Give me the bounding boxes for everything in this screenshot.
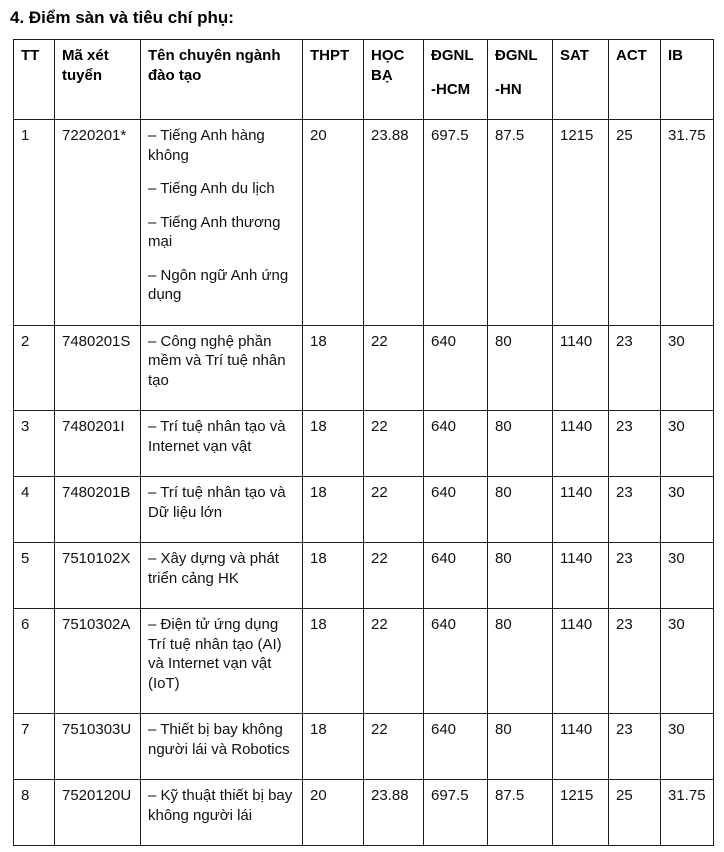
cell-ib bbox=[661, 325, 714, 411]
cell-value: 2 bbox=[21, 332, 30, 350]
cell-hoc_ba bbox=[364, 325, 424, 411]
cell-value: 640 bbox=[431, 484, 457, 501]
cell-value: 80 bbox=[495, 418, 512, 435]
cell-sat bbox=[553, 609, 609, 714]
cell-code bbox=[55, 120, 141, 326]
cell-act bbox=[609, 411, 661, 477]
cell-value: 6 bbox=[21, 616, 30, 633]
cell-value: 80 bbox=[495, 484, 512, 501]
cell-value: 1140 bbox=[560, 484, 593, 501]
cell-thpt bbox=[303, 477, 364, 543]
cell-sat bbox=[553, 120, 609, 326]
cell-value: 697.5 bbox=[431, 787, 469, 804]
cell-hoc_ba bbox=[364, 477, 424, 543]
cell-dgnl_hn bbox=[488, 325, 553, 411]
cell-value: 7480201B bbox=[62, 484, 131, 501]
cell-value: 30 bbox=[668, 721, 685, 738]
cell-value: 22 bbox=[371, 550, 388, 567]
column-header-line: ĐGNL bbox=[495, 47, 538, 64]
cell-value: 80 bbox=[495, 550, 512, 567]
cell-value: 18 bbox=[310, 484, 327, 501]
cell-value: 23 bbox=[616, 721, 633, 738]
table-row bbox=[14, 543, 714, 609]
program-item: – Thiết bị bay không người lái và Robotics bbox=[148, 721, 290, 758]
cell-value: 30 bbox=[668, 484, 685, 501]
cell-value: 640 bbox=[431, 418, 457, 435]
cell-value: 23 bbox=[616, 616, 633, 633]
cell-ib bbox=[661, 714, 714, 780]
cell-ib bbox=[661, 609, 714, 714]
cell-programs bbox=[141, 411, 303, 477]
cell-value: 640 bbox=[431, 332, 457, 350]
cell-act bbox=[609, 780, 661, 846]
cell-value: 30 bbox=[668, 550, 685, 567]
table-row bbox=[14, 411, 714, 477]
cell-value: 7220201* bbox=[62, 127, 127, 144]
cell-programs bbox=[141, 325, 303, 411]
cell-value: 7 bbox=[21, 721, 30, 738]
cell-dgnl_hn bbox=[488, 411, 553, 477]
cell-value: 22 bbox=[371, 484, 388, 501]
cell-value: 25 bbox=[616, 787, 633, 804]
cell-value: 7520120U bbox=[62, 787, 132, 804]
program-item: – Công nghệ phần mềm và Trí tuệ nhân tạo bbox=[148, 332, 286, 389]
cell-value: 22 bbox=[371, 616, 388, 633]
column-header-dgnl_hn bbox=[488, 40, 553, 120]
cell-tt bbox=[14, 609, 55, 714]
cell-value: 5 bbox=[21, 550, 30, 567]
cell-value: 640 bbox=[431, 721, 457, 738]
cell-value: 1140 bbox=[560, 332, 593, 350]
cell-dgnl_hcm bbox=[424, 609, 488, 714]
cell-value: 80 bbox=[495, 616, 512, 633]
column-header-thpt bbox=[303, 40, 364, 120]
column-header-line: Mã xét tuyển bbox=[62, 47, 109, 84]
cell-value: 23 bbox=[616, 418, 633, 435]
table-header bbox=[14, 40, 714, 120]
column-header-line: TT bbox=[21, 47, 40, 64]
cell-code bbox=[55, 714, 141, 780]
column-header-line: Tên chuyên ngành đào tạo bbox=[148, 47, 281, 84]
cell-dgnl_hcm bbox=[424, 120, 488, 326]
cell-hoc_ba bbox=[364, 714, 424, 780]
cell-value: 4 bbox=[21, 484, 30, 501]
cell-value: 23 bbox=[616, 484, 633, 501]
cell-value: 20 bbox=[310, 787, 327, 804]
cell-tt bbox=[14, 714, 55, 780]
cell-thpt bbox=[303, 780, 364, 846]
column-header-dgnl_hcm bbox=[424, 40, 488, 120]
cell-ib bbox=[661, 543, 714, 609]
cell-value: 23.88 bbox=[371, 127, 409, 144]
cell-value: 30 bbox=[668, 616, 685, 633]
cell-value: 80 bbox=[495, 332, 512, 350]
cell-sat bbox=[553, 714, 609, 780]
cell-value: 23 bbox=[616, 550, 633, 567]
table-row bbox=[14, 609, 714, 714]
cell-dgnl_hcm bbox=[424, 543, 488, 609]
column-header-line: THPT bbox=[310, 47, 350, 64]
table-row bbox=[14, 477, 714, 543]
table-body bbox=[14, 120, 714, 846]
cell-value: 22 bbox=[371, 418, 388, 435]
cell-hoc_ba bbox=[364, 609, 424, 714]
column-header-act bbox=[609, 40, 661, 120]
table-row bbox=[14, 714, 714, 780]
program-item: – Tiếng Anh thương mại bbox=[148, 213, 281, 250]
cell-thpt bbox=[303, 120, 364, 326]
cell-ib bbox=[661, 120, 714, 326]
cell-value: 7510102X bbox=[62, 550, 131, 567]
cell-value: 20 bbox=[310, 127, 327, 144]
cell-dgnl_hcm bbox=[424, 325, 488, 411]
cell-value: 7510303U bbox=[62, 721, 132, 738]
program-item: – Kỹ thuật thiết bị bay không người lái bbox=[148, 787, 293, 824]
cell-sat bbox=[553, 477, 609, 543]
program-item: – Ngôn ngữ Anh ứng dụng bbox=[148, 266, 289, 303]
cell-dgnl_hcm bbox=[424, 477, 488, 543]
cell-value: 23 bbox=[616, 332, 633, 350]
cell-dgnl_hcm bbox=[424, 780, 488, 846]
cell-thpt bbox=[303, 609, 364, 714]
program-item: – Điện tử ứng dụng Trí tuệ nhân tạo (AI) và Internet vạn vật (IoT) bbox=[148, 616, 282, 692]
cell-value: 7480201I bbox=[62, 418, 125, 435]
cell-programs bbox=[141, 477, 303, 543]
cell-dgnl_hn bbox=[488, 609, 553, 714]
column-header-code bbox=[55, 40, 141, 120]
table-row bbox=[14, 780, 714, 846]
cell-tt bbox=[14, 543, 55, 609]
cell-value: 87.5 bbox=[495, 787, 525, 804]
cell-value: 31.75 bbox=[668, 787, 706, 804]
column-header-tt bbox=[14, 40, 55, 120]
cell-act bbox=[609, 543, 661, 609]
cell-value: 30 bbox=[668, 332, 685, 350]
cell-thpt bbox=[303, 543, 364, 609]
table-header-row bbox=[14, 40, 714, 120]
cell-dgnl_hn bbox=[488, 780, 553, 846]
cell-value: 1140 bbox=[560, 721, 593, 738]
column-header-line: ACT bbox=[616, 47, 647, 64]
cell-hoc_ba bbox=[364, 780, 424, 846]
cell-dgnl_hn bbox=[488, 477, 553, 543]
cell-value: 31.75 bbox=[668, 127, 706, 144]
cell-value: 640 bbox=[431, 550, 457, 567]
cell-ib bbox=[661, 780, 714, 846]
table-row bbox=[14, 120, 714, 326]
column-header-line: HỌC BẠ bbox=[371, 47, 405, 84]
column-header-sat bbox=[553, 40, 609, 120]
column-header-hoc_ba bbox=[364, 40, 424, 120]
column-header-line: SAT bbox=[560, 47, 589, 64]
cell-thpt bbox=[303, 714, 364, 780]
cell-value: 25 bbox=[616, 127, 633, 144]
cell-value: 1215 bbox=[560, 127, 594, 144]
cell-hoc_ba bbox=[364, 543, 424, 609]
cell-programs bbox=[141, 120, 303, 326]
column-header-line: ĐGNL bbox=[431, 47, 474, 64]
cell-value: 1215 bbox=[560, 787, 594, 804]
cell-value: 1140 bbox=[560, 550, 593, 567]
cell-dgnl_hcm bbox=[424, 714, 488, 780]
program-item: – Trí tuệ nhân tạo và Dữ liệu lớn bbox=[148, 484, 286, 521]
cell-ib bbox=[661, 411, 714, 477]
cell-tt bbox=[14, 325, 55, 411]
cell-value: 18 bbox=[310, 418, 327, 435]
cell-programs bbox=[141, 543, 303, 609]
cell-value: 23.88 bbox=[371, 787, 409, 804]
cell-value: 697.5 bbox=[431, 127, 469, 144]
column-header-ib bbox=[661, 40, 714, 120]
cell-programs bbox=[141, 714, 303, 780]
cell-value: 30 bbox=[668, 418, 685, 435]
column-header-programs bbox=[141, 40, 303, 120]
program-item: – Trí tuệ nhân tạo và Internet vạn vật bbox=[148, 418, 286, 455]
cell-tt bbox=[14, 780, 55, 846]
cell-thpt bbox=[303, 411, 364, 477]
cell-code bbox=[55, 780, 141, 846]
cell-act bbox=[609, 609, 661, 714]
column-header-line: -HN bbox=[495, 80, 522, 98]
program-item: – Tiếng Anh du lịch bbox=[148, 180, 275, 197]
cell-value: 22 bbox=[371, 721, 388, 738]
program-item: – Xây dựng và phát triển cảng HK bbox=[148, 550, 279, 587]
cell-act bbox=[609, 325, 661, 411]
cell-code bbox=[55, 325, 141, 411]
cell-value: 1140 bbox=[560, 418, 593, 435]
cell-code bbox=[55, 477, 141, 543]
column-header-line: IB bbox=[668, 47, 683, 64]
cell-act bbox=[609, 477, 661, 543]
cell-ib bbox=[661, 477, 714, 543]
cell-sat bbox=[553, 543, 609, 609]
cell-act bbox=[609, 714, 661, 780]
program-item: – Tiếng Anh hàng không bbox=[148, 127, 265, 164]
cell-programs bbox=[141, 780, 303, 846]
cell-value: 640 bbox=[431, 616, 457, 633]
cell-tt bbox=[14, 120, 55, 326]
cell-dgnl_hn bbox=[488, 543, 553, 609]
cell-value: 3 bbox=[21, 418, 30, 435]
cell-value: 7480201S bbox=[62, 332, 131, 350]
cell-code bbox=[55, 543, 141, 609]
cell-dgnl_hn bbox=[488, 714, 553, 780]
cell-tt bbox=[14, 411, 55, 477]
table-row bbox=[14, 325, 714, 411]
cell-value: 80 bbox=[495, 721, 512, 738]
page-title: 4. Điểm sàn và tiêu chí phụ: bbox=[10, 8, 234, 27]
cell-sat bbox=[553, 780, 609, 846]
cell-value: 18 bbox=[310, 616, 327, 633]
cell-hoc_ba bbox=[364, 411, 424, 477]
column-header-line: -HCM bbox=[431, 80, 471, 98]
cell-value: 8 bbox=[21, 787, 30, 804]
cell-value: 7510302A bbox=[62, 616, 131, 633]
cell-value: 18 bbox=[310, 332, 327, 350]
cell-value: 18 bbox=[310, 550, 327, 567]
cell-value: 1 bbox=[21, 127, 30, 144]
cell-code bbox=[55, 411, 141, 477]
cell-sat bbox=[553, 325, 609, 411]
cell-code bbox=[55, 609, 141, 714]
cell-sat bbox=[553, 411, 609, 477]
cell-programs bbox=[141, 609, 303, 714]
cell-dgnl_hcm bbox=[424, 411, 488, 477]
cell-hoc_ba bbox=[364, 120, 424, 326]
cell-value: 22 bbox=[371, 332, 388, 350]
cell-value: 87.5 bbox=[495, 127, 525, 144]
cell-act bbox=[609, 120, 661, 326]
cell-dgnl_hn bbox=[488, 120, 553, 326]
cell-thpt bbox=[303, 325, 364, 411]
cell-value: 18 bbox=[310, 721, 327, 738]
cell-value: 1140 bbox=[560, 616, 593, 633]
cell-tt bbox=[14, 477, 55, 543]
admission-scores-table bbox=[13, 39, 714, 846]
